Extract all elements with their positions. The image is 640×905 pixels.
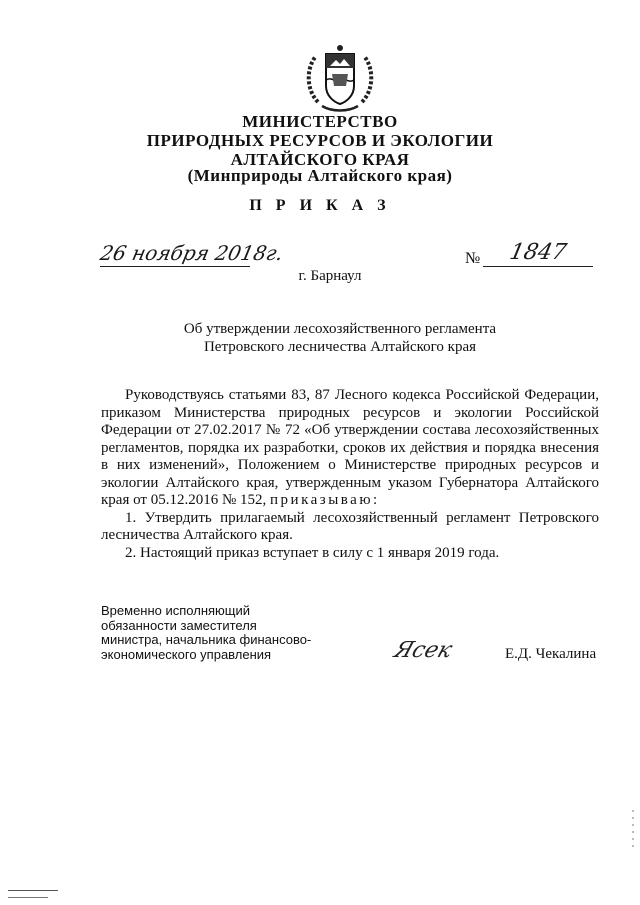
ministry-name-line2: ПРИРОДНЫХ РЕСУРСОВ И ЭКОЛОГИИ xyxy=(146,131,494,150)
position-line4: экономического управления xyxy=(101,646,272,662)
signatory-name: Е.Д. Чекалина xyxy=(505,646,597,662)
preamble-paragraph xyxy=(101,387,599,510)
document-title-line2: Петровского лесничества Алтайского края xyxy=(203,339,477,355)
number-label: № xyxy=(465,250,481,267)
date-underline xyxy=(100,266,250,267)
number-underline xyxy=(483,266,593,267)
ministry-name-line1: МИНИСТЕРСТВО xyxy=(242,112,398,131)
order-word: приказываю: xyxy=(270,492,380,508)
city-name: г. Барнаул xyxy=(298,268,362,284)
ministry-name-line3: АЛТАЙСКОГО КРАЯ xyxy=(230,150,410,169)
scan-artifact-line xyxy=(8,897,48,898)
ministry-short-name: (Минприроды Алтайского края) xyxy=(187,166,453,185)
scan-artifact-line xyxy=(8,890,58,891)
handwritten-date: 26 ноября 2018г. xyxy=(98,241,286,265)
preamble-text: Руководствуясь статьями 83, 87 Лесного кодекса Российской Федерации, приказом Министерства природных ресурсов и экологии Российской Федерации от 27.02.2017 № 72 «Об утверждении состава лесохозяйственных регламентов, порядка их разработки, сроков их действия и порядка внесения в них изменений», Положением о Министерстве природных ресурсов и экологии Алтайского края, утвержденным указом Губернатора Алтайского края от 05.12.2016 № 152, xyxy=(101,387,599,508)
scan-edge-marks xyxy=(632,810,634,850)
order-item-1: 1. Утвердить прилагаемый лесохозяйственный регламент Петровского лесничества Алтайского края. xyxy=(101,509,599,543)
document-body xyxy=(101,387,599,562)
order-item-2: 2. Настоящий приказ вступает в силу с 1 января 2019 года. xyxy=(125,544,500,561)
document-type-heading: П Р И К А З xyxy=(249,197,391,214)
handwritten-number: 1847 xyxy=(507,240,569,265)
handwritten-signature: Ясек xyxy=(390,638,456,663)
position-line3: министра, начальника финансово- xyxy=(101,632,312,647)
position-line2: обязанности заместителя xyxy=(101,617,257,633)
document-title-line1: Об утверждении лесохозяйственного регламента xyxy=(183,321,497,337)
coat-of-arms-emblem xyxy=(300,40,380,120)
signatory-position xyxy=(101,604,361,662)
position-line1: Временно исполняющий xyxy=(101,603,251,618)
